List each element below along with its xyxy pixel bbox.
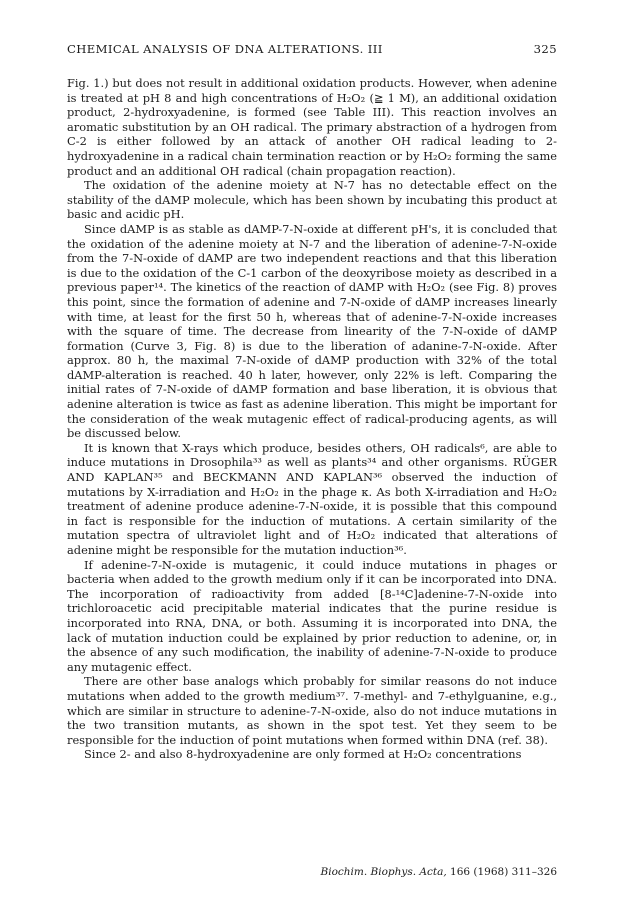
paragraph-4: It is known that X-rays which produce, besides others, OH radicals⁶, are able to induce mutations in Drosophila³³ as well as plants³⁴ and other organisms. RÜGER AND KAPLAN³⁵ and BECKMANN AND KAPLAN³⁶ observed the induction of mutations by X-irradiation and H₂O₂ in the phage κ. As both X-irradiation and H₂O₂ treatment of adenine produce adenine-7-N-oxide, it is possible that this compound in fact is responsible for the induction of mutations. A certain similarity of the mutation spectra of ultraviolet light and of H₂O₂ indicated that alterations of adenine might be responsible for the mutation induction³⁶. [67,440,557,557]
journal-volume: 166 (1968) 311–326 [450,866,557,878]
running-title: CHEMICAL ANALYSIS OF DNA ALTERATIONS. III [67,42,383,56]
paragraph-5: If adenine-7-N-oxide is mutagenic, it could induce mutations in phages or bacteria when added to the growth medium only if it can be incorporated into DNA. The incorporation of radioactivity from added [8-¹⁴C]adenine-7-N-oxide into trichloroacetic acid precipitable material indicates that the purine residue is incorporated into RNA, DNA, or both. Assuming it is incorporated into DNA, the lack of mutation induction could be explained by prior reduction to adenine, or, in the absence of any such modification, the inability of adenine-7-N-oxide to produce any mutagenic effect. [67,557,557,674]
citation-footer [321,866,558,878]
running-header [67,42,557,58]
paragraph-3: Since dAMP is as stable as dAMP-7-N-oxide at different pH's, it is concluded that the oxidation of the adenine moiety at N-7 and the liberation of adenine-7-N-oxide from the 7-N-oxide of dAMP are two independent reactions and that this liberation is due to the oxidation of the C-1 carbon of the deoxyribose moiety as described in a previous paper¹⁴. The kinetics of the reaction of dAMP with H₂O₂ (see Fig. 8) proves this point, since the formation of adenine and 7-N-oxide of dAMP increases linearly with time, at least for the first 50 h, whereas that of adenine-7-N-oxide increases with the square of time. The decrease from linearity of the 7-N-oxide of dAMP formation (Curve 3, Fig. 8) is due to the liberation of adanine-7-N-oxide. After approx. 80 h, the maximal 7-N-oxide of dAMP production with 32% of the total dAMP-alteration is reached. 40 h later, however, only 22% is left. Comparing the initial rates of 7-N-oxide of dAMP formation and base liberation, it is obvious that adenine alteration is twice as fast as adenine liberation. This might be important for the consideration of the weak mutagenic effect of radical-producing agents, as will be discussed below. [67,221,557,441]
paragraph-7: Since 2- and also 8-hydroxyadenine are only formed at H₂O₂ concentrations [84,747,522,762]
paragraph-6: There are other base analogs which probably for similar reasons do not induce mutations when added to the growth medium³⁷. 7-methyl- and 7-ethylguanine, e.g., which are similar in structure to adenine-7-N-oxide, also do not induce mutations in the two transition mutants, as shown in the spot test. Yet they seem to be responsible for the induction of point mutations when formed within DNA (ref. 38). [67,674,557,747]
page-number: 325 [533,42,557,56]
journal-name: Biochim. Biophys. Acta, [320,866,447,878]
paragraph-1: Fig. 1.) but does not result in additional oxidation products. However, when adenine is treated at pH 8 and high concentrations of H₂O₂ (≧ 1 M), an additional oxidation product, 2-hydroxyadenine, is formed (see Table III). This reaction involves an aromatic substitution by an OH radical. The primary abstraction of a hydrogen from C-2 is either followed by an attack of another OH radical leading to 2-hydroxyadenine in a radical chain termination reaction or by H₂O₂ forming the same product and an additional OH radical (chain propagation reaction). [67,76,557,178]
article-body [67,76,557,762]
paragraph-2: The oxidation of the adenine moiety at N-7 has no detectable effect on the stability of the dAMP molecule, which has been shown by incubating this product at basic and acidic pH. [67,178,557,222]
